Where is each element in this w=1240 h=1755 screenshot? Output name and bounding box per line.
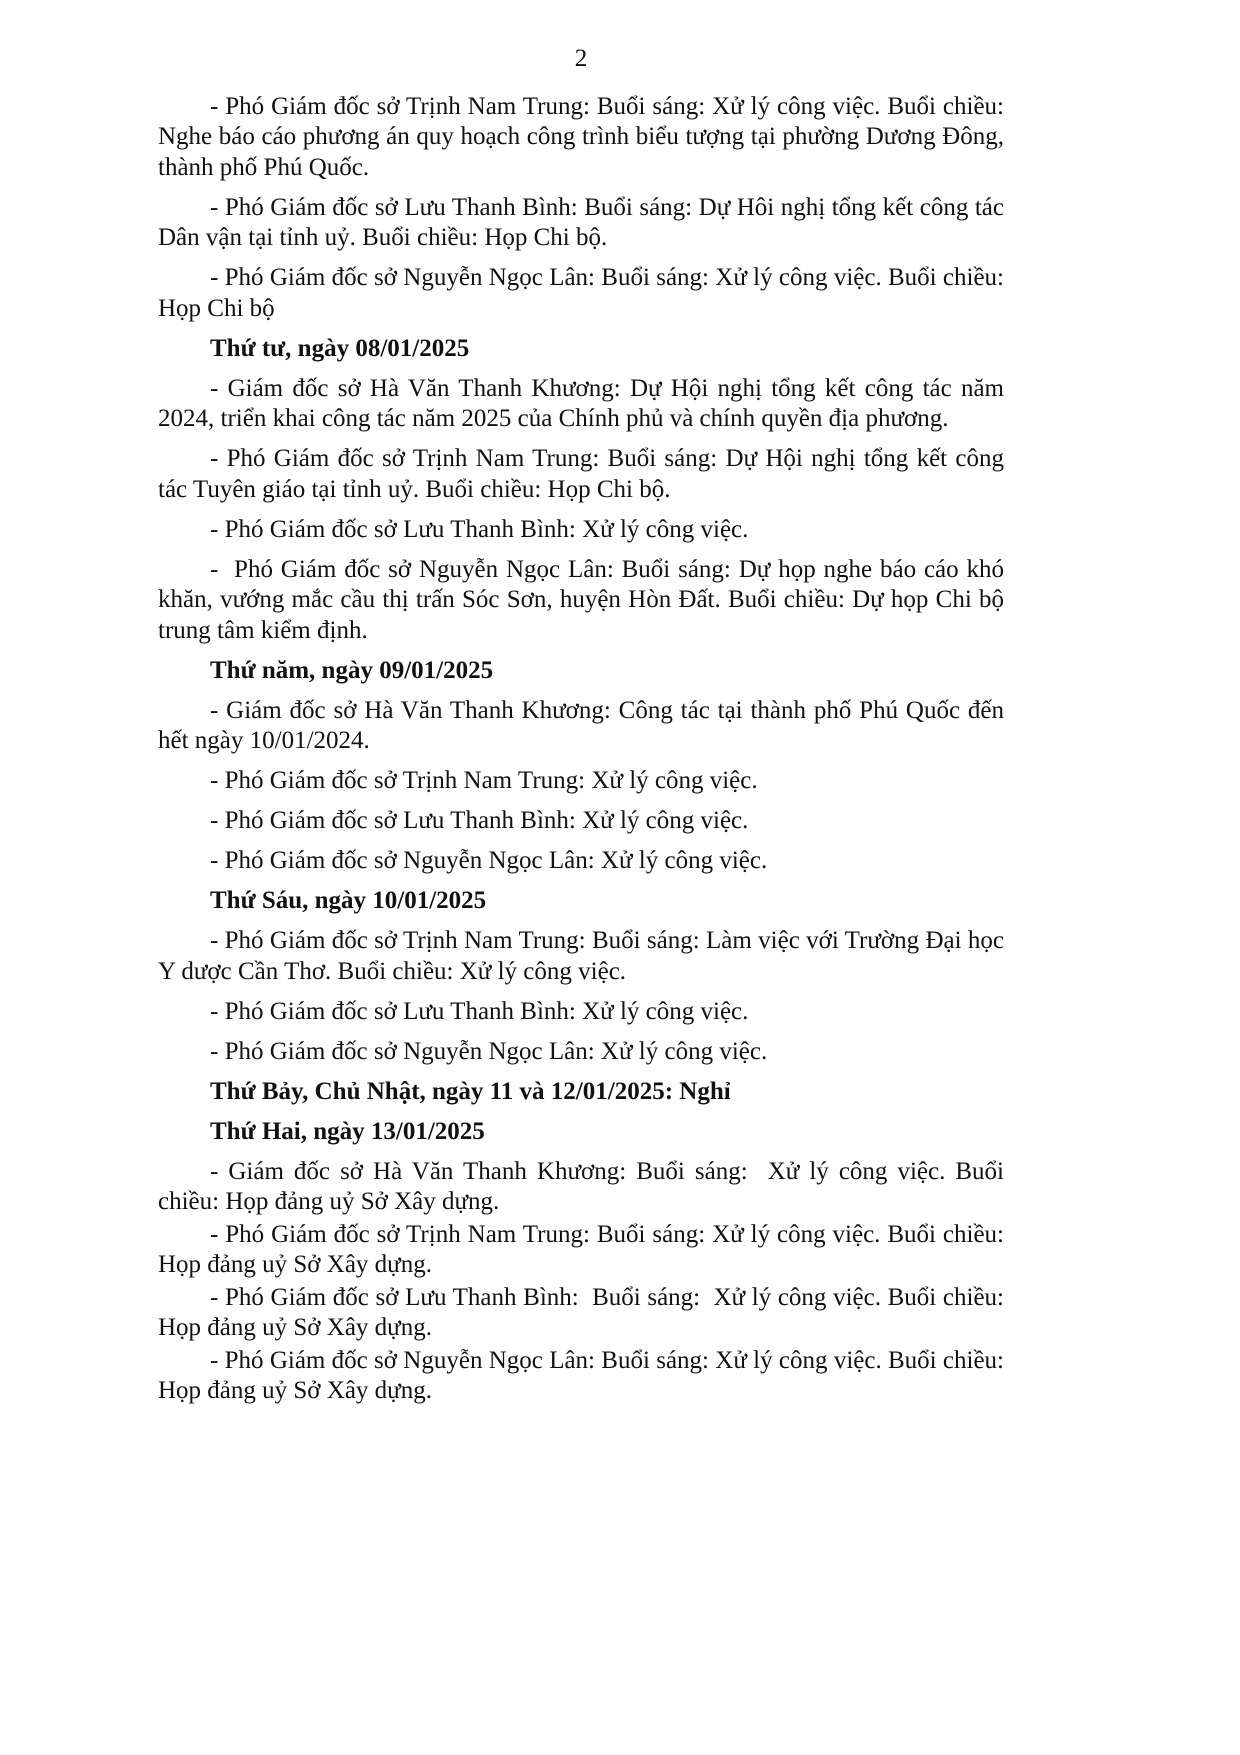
schedule-entry: - Phó Giám đốc sở Lưu Thanh Bình: Xử lý công việc. <box>210 515 749 543</box>
schedule-entry: - Phó Giám đốc sở Lưu Thanh Bình: Buổi sáng: Dự Hôi nghị tổng kết công tác Dân vận tại tỉnh uỷ. Buổi chiều: Họp Chi bộ. <box>158 193 1011 251</box>
schedule-entry: - Phó Giám đốc sở Trịnh Nam Trung: Buổi sáng: Dự Hội nghị tổng kết công tác Tuyên giáo tại tỉnh uỷ. Buổi chiều: Họp Chi bộ. <box>158 445 1011 503</box>
schedule-entry: - Phó Giám đốc sở Nguyễn Ngọc Lân: Buổi sáng: Xử lý công việc. Buổi chiều: Họp đảng uỷ Sở Xây dựng. <box>158 1346 1011 1404</box>
schedule-entry: - Phó Giám đốc sở Trịnh Nam Trung: Xử lý công việc. <box>210 767 758 794</box>
schedule-entry: - Phó Giám đốc sở Trịnh Nam Trung: Buổi sáng: Xử lý công việc. Buổi chiều: Nghe báo cáo phương án quy hoạch công trình biểu tượng tại phường Dương Đông, thành phố Phú Quốc. <box>158 92 1011 181</box>
document-page <box>158 44 1011 1409</box>
schedule-entry: - Giám đốc sở Hà Văn Thanh Khương: Buổi sáng: Xử lý công việc. Buổi chiều: Họp đảng uỷ Sở Xây dựng. <box>158 1157 1011 1215</box>
schedule-entry: - Phó Giám đốc sở Lưu Thanh Bình: Xử lý công việc. <box>210 997 749 1025</box>
page-number: 2 <box>574 45 588 72</box>
schedule-entry: - Phó Giám đốc sở Trịnh Nam Trung: Buổi sáng: Xử lý công việc. Buổi chiều: Họp đảng uỷ Sở Xây dựng. <box>158 1220 1011 1278</box>
schedule-entry: - Phó Giám đốc sở Trịnh Nam Trung: Buổi sáng: Làm việc với Trường Đại học Y dược Cần Thơ. Buổi chiều: Xử lý công việc. <box>158 927 1010 985</box>
schedule-entry: - Giám đốc sở Hà Văn Thanh Khương: Dự Hội nghị tổng kết công tác năm 2024, triển khai công tác năm 2025 của Chính phủ và chính quyền địa phương. <box>158 374 1011 432</box>
day-heading: Thứ Bảy, Chủ Nhật, ngày 11 và 12/01/2025: Nghỉ <box>210 1077 731 1105</box>
schedule-entry: - Giám đốc sở Hà Văn Thanh Khương: Công tác tại thành phố Phú Quốc đến hết ngày 10/01/2024. <box>158 696 1011 754</box>
schedule-entry: - Phó Giám đốc sở Nguyễn Ngọc Lân: Xử lý công việc. <box>210 1037 768 1065</box>
day-heading: Thứ năm, ngày 09/01/2025 <box>210 656 494 684</box>
day-heading: Thứ tư, ngày 08/01/2025 <box>210 334 470 362</box>
schedule-entry: - Phó Giám đốc sở Nguyễn Ngọc Lân: Buổi sáng: Dự họp nghe báo cáo khó khăn, vướng mắc cầu thị trấn Sóc Sơn, huyện Hòn Đất. Buổi chiều: Dự họp Chi bộ trung tâm kiểm định. <box>158 555 1011 644</box>
schedule-entry: - Phó Giám đốc sở Nguyễn Ngọc Lân: Buổi sáng: Xử lý công việc. Buổi chiều: Họp Chi bộ <box>158 264 1011 322</box>
day-heading: Thứ Hai, ngày 13/01/2025 <box>210 1117 485 1145</box>
document-body <box>158 92 1011 1407</box>
day-heading: Thứ Sáu, ngày 10/01/2025 <box>210 887 487 914</box>
schedule-entry: - Phó Giám đốc sở Lưu Thanh Bình: Xử lý công việc. <box>210 807 749 834</box>
schedule-entry: - Phó Giám đốc sở Nguyễn Ngọc Lân: Xử lý công việc. <box>210 847 768 874</box>
schedule-entry: - Phó Giám đốc sở Lưu Thanh Bình: Buổi sáng: Xử lý công việc. Buổi chiều: Họp đảng uỷ Sở Xây dựng. <box>158 1283 1011 1341</box>
